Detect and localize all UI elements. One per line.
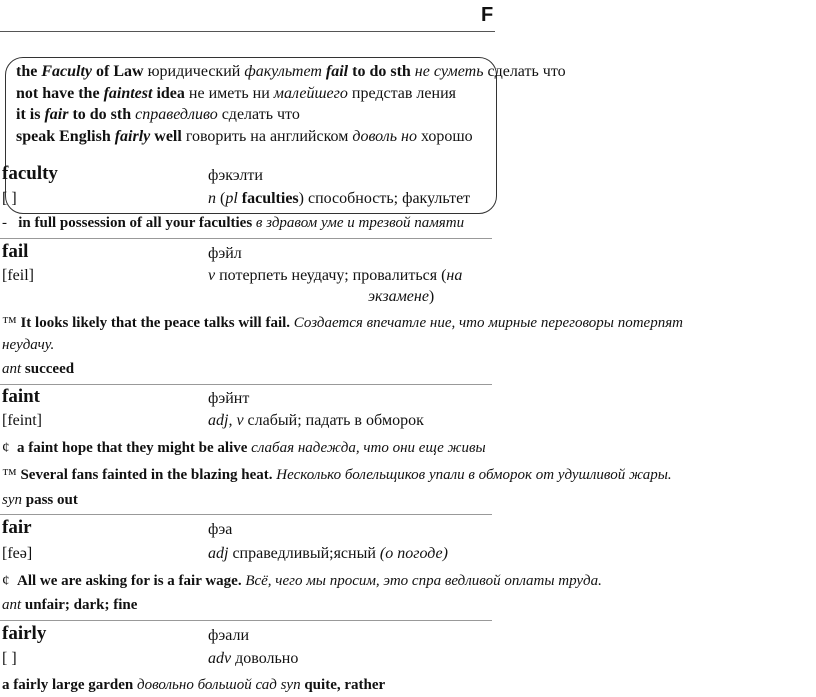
ipa-faint: [feint] xyxy=(2,412,42,429)
t: speak English xyxy=(16,128,115,145)
t: adj xyxy=(208,545,229,562)
t: справедливо xyxy=(135,106,218,123)
t: слабая надежда, что они еще живы xyxy=(251,440,486,456)
t: the xyxy=(16,63,42,80)
t: малейшего xyxy=(273,85,348,102)
t: сделать что xyxy=(483,63,566,80)
gloss-fail xyxy=(208,267,462,285)
headword-fail: fail xyxy=(2,241,29,262)
t: fair xyxy=(44,106,69,123)
header-rule xyxy=(0,31,495,32)
divider xyxy=(0,384,492,385)
gloss-faint xyxy=(208,412,424,430)
example-fail-cont xyxy=(2,337,54,354)
gloss-fairly xyxy=(208,650,298,668)
antonym-fail xyxy=(2,361,74,378)
gloss-faculty xyxy=(208,190,470,208)
t: слабый; падать в обморок xyxy=(243,412,424,429)
t: faculties xyxy=(241,190,299,207)
example-faint-2 xyxy=(2,467,672,484)
headword-fairly: fairly xyxy=(2,623,47,644)
page-letter: F xyxy=(481,4,494,26)
t: to do sth xyxy=(348,63,411,80)
divider xyxy=(0,620,492,621)
t: well xyxy=(150,128,182,145)
t: (о погоде) xyxy=(379,545,448,562)
t: quite, rather xyxy=(300,677,386,693)
t: adv xyxy=(208,650,232,667)
t: говорить на английском xyxy=(181,128,353,145)
t: to do sth xyxy=(68,106,132,123)
t: в здравом уме и трезвой памяти xyxy=(255,215,465,231)
t: a fairly large garden xyxy=(2,677,134,693)
ipa-fairly: [ ] xyxy=(2,650,17,667)
t: ( xyxy=(216,190,226,207)
example-fail xyxy=(2,315,683,332)
t: Создается впечатле ние, что мирные переговоры потерпят xyxy=(290,315,684,331)
gloss-fair xyxy=(208,545,448,563)
t: succeed xyxy=(21,361,75,377)
pronunciation-fail: фэйл xyxy=(208,245,242,262)
bullet: - xyxy=(2,215,7,231)
t: it is xyxy=(16,106,45,123)
divider xyxy=(0,514,492,515)
t: pass out xyxy=(22,492,78,508)
t: довольно большой сад xyxy=(136,677,277,693)
t: in full possession of all your faculties xyxy=(18,215,253,231)
divider xyxy=(0,238,492,239)
t: syn xyxy=(2,492,22,508)
t: ant xyxy=(2,597,22,613)
t: of Law xyxy=(92,63,144,80)
pronunciation-faculty: фэкэлти xyxy=(208,167,263,184)
t: ) xyxy=(428,288,435,305)
bullet: ™ xyxy=(2,315,17,331)
t: потерпеть неудачу; провалиться ( xyxy=(215,267,447,284)
gloss-fail-cont xyxy=(368,288,434,306)
t: не иметь ни xyxy=(184,85,274,102)
t: не суметь xyxy=(414,63,484,80)
box-line-4 xyxy=(16,128,473,146)
t: It looks likely that the peace talks will fail. xyxy=(20,315,291,331)
example-faint-1 xyxy=(2,440,486,457)
t: syn xyxy=(280,677,301,693)
t: Faculty xyxy=(41,63,92,80)
bullet: ¢ xyxy=(2,573,10,589)
t: fail xyxy=(325,63,349,80)
pronunciation-fair: фэа xyxy=(208,521,233,538)
headword-faculty: faculty xyxy=(2,163,58,184)
t: unfair; dark; fine xyxy=(21,597,138,613)
bullet: ™ xyxy=(2,467,17,483)
t: Several fans fainted in the blazing heat. xyxy=(20,467,273,483)
example-fair xyxy=(2,573,602,590)
t: adj, v xyxy=(208,412,244,429)
t: экзамене xyxy=(368,288,429,305)
t: faintest xyxy=(103,85,153,102)
t: a faint hope that they might be alive xyxy=(17,440,248,456)
t: на xyxy=(446,267,463,284)
t: справедливый;ясный xyxy=(228,545,380,562)
t: pl xyxy=(225,190,238,207)
t: not have the xyxy=(16,85,104,102)
box-line-1 xyxy=(16,63,566,81)
t: All we are asking for is a fair wage. xyxy=(17,573,242,589)
t: факультет xyxy=(244,63,322,80)
t: Всё, чего мы просим, это спра ведливой оплаты труда. xyxy=(241,573,602,589)
t: представ ления xyxy=(347,85,456,102)
t: ) способность; факультет xyxy=(298,190,471,207)
headword-fair: fair xyxy=(2,517,32,538)
t: хорошо xyxy=(416,128,473,145)
t: неудачу. xyxy=(2,337,55,353)
t: n xyxy=(208,190,216,207)
t: idea xyxy=(152,85,185,102)
t: сделать что xyxy=(217,106,300,123)
ipa-faculty: [ ] xyxy=(2,190,17,207)
t: v xyxy=(208,267,216,284)
t: ant xyxy=(2,361,22,377)
ipa-fail: [feil] xyxy=(2,267,34,284)
box-line-3 xyxy=(16,106,300,124)
t: Несколько болельщиков упали в обморок от удушливой жары. xyxy=(272,467,672,483)
headword-faint: faint xyxy=(2,386,40,407)
t: доволь но xyxy=(352,128,417,145)
synonym-faint xyxy=(2,492,78,509)
t: довольно xyxy=(231,650,299,667)
ipa-fair: [feə] xyxy=(2,545,33,562)
box-line-2 xyxy=(16,85,456,103)
pronunciation-faint: фэйнт xyxy=(208,390,250,407)
t: юридический xyxy=(143,63,245,80)
bullet: ¢ xyxy=(2,440,10,456)
t: fairly xyxy=(114,128,151,145)
antonym-fair xyxy=(2,597,137,614)
example-fairly xyxy=(2,677,385,694)
example-faculty xyxy=(2,215,464,232)
pronunciation-fairly: фэали xyxy=(208,627,250,644)
